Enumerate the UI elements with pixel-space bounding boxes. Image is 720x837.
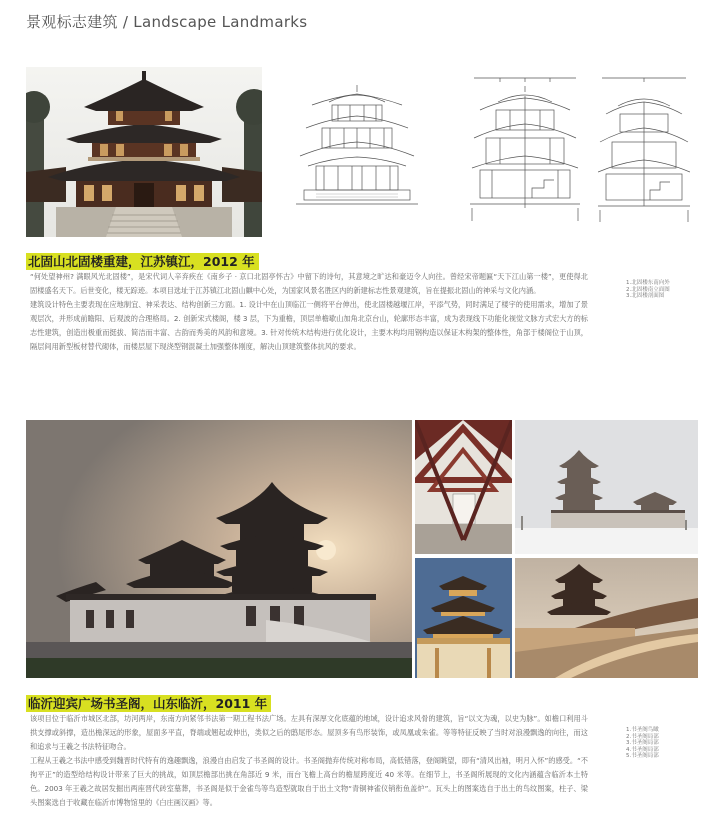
section1-paragraph: “何处望神州? 满眼风光北固楼”，是宋代词人辛弃疾在《南乡子 · 京口北固亭怀古》中留下的诗句，其意境之旷达和豪迈令人向往。曾经宋帝题匾“天下江山第一楼”，更使得北固楼盛名天下。后世变化，楼无踪迹。本项目选址于江苏镇江北固山麒中心处，为国家风景名胜区内的新建标志性景观建筑，旨在提振北固山的神采与文化内涵。 [30,272,588,295]
legend-item: 2.北固楼南立面图 [626,286,670,293]
section1-legend [626,280,670,300]
section1-body [30,270,588,354]
section2-paragraph: 工程从王羲之书法中感受到魏晋时代特有的逸趣飘逸，浪漫自由启发了书圣阁的设计。书圣阁抛弃传统对称布局，高低错落，登阁眺望，即有“清风出袖，明月入怀”的感受。“不拘平正”的造型给结构设计带来了巨大的挑战，如顶层檐部出挑在角部近 9 米，而台飞檐上高台的檐屋跨度近 40 米等。在细节上，书圣阁所展现的文化内涵蕴含临沂本土特色。2003 年王羲之故居发掘出两座晋代砖室墓葬，书圣阁是似于金雀鸟等鸟造型就取自于出土文物“青铜神雀仪销衔鱼盖炉”。瓦头上的图案选自于出土的鸟纹图案，柱子、梁头图案选自于收藏在临沂市博物馆里的《白庄画汉画》等。 [30,756,588,807]
beigu-section-drawing [470,76,580,226]
section2-body [30,712,588,810]
legend-item: 1.北固楼东南向外 [626,280,670,286]
section2-legend [626,727,659,760]
shusheng-pavilion-sunset-photo [26,420,412,678]
section1-paragraph: 建筑设计特色主要表现在应地制宜、神采表达、结构创新三方面。1. 设计中在山顶临江一侧将平台伸出，使北固楼越堰江岸，平添气势，同时满足了楼宇的使用需求，增加了景观层次，并形成前瞻阳、后观波的合理格局。2. 创新宋式楼阁，楼 3 层，下为重檐，顶层单檐歇山加角北京台山，轮廓形态丰富，成为表现线下功能化视觉文脉方式宏大方的标志性建筑，创造出极重而挺拔、简洁而丰富、古韵而秀美的风韵和意境。3. 针对传统木结构进行优化设计，主要木构均用钢构造以保证木构架的整体性，角部于楼阁位于山顶，隔层间用新型板材替代砌体，而楼层屋下现浇型钢混凝土加强整体刚度，解决山顶建筑整体抗风的要求。 [30,300,588,351]
beigu-side-section-drawing [598,76,690,226]
section2-paragraph: 该项目位于临沂市城区北部，坊河两岸，东南方向紧邻书法第一期工程书法广场。左具有深厚文化底蕴的地域，设计追求风骨的建筑，旨“以文为魂，以史为脉”。如檐口利用斗拱支撑或斜撑，造出檐深远的形象，屋面多平直，脊端或翘起或伸出，类似之后的鸱尾形态。屋顶多有鸟形装饰，或凤凰或朱雀。等等特征反映了当时对浪漫飘逸的向往，而这和追求与王羲之书法特征吻合。 [30,714,588,751]
legend-item: 4.书圣阁局部 [626,746,659,753]
beigu-elevation-drawing [294,80,420,220]
shusheng-snow-photo [515,420,698,554]
shusheng-dusk-photo [515,558,698,678]
legend-item: 1.书圣阁鸟瞰 [626,727,659,733]
section2-title: 临沂迎宾广场书圣阁，山东临沂，2011 年 [26,694,271,712]
page-title: 景观标志建筑 / Landscape Landmarks [26,13,308,31]
legend-item: 5.书圣阁局部 [626,753,659,759]
section1-title: 北固山北固楼重建，江苏镇江，2012 年 [26,252,259,270]
shusheng-interior-photo [415,420,512,554]
beigu-tower-photo [26,67,262,237]
legend-item: 2.书圣阁局部 [626,733,659,740]
legend-item: 3.书圣阁局部 [626,740,659,746]
legend-item: 3.北固楼剖面图 [626,293,665,299]
shusheng-eave-detail-photo [415,558,512,678]
